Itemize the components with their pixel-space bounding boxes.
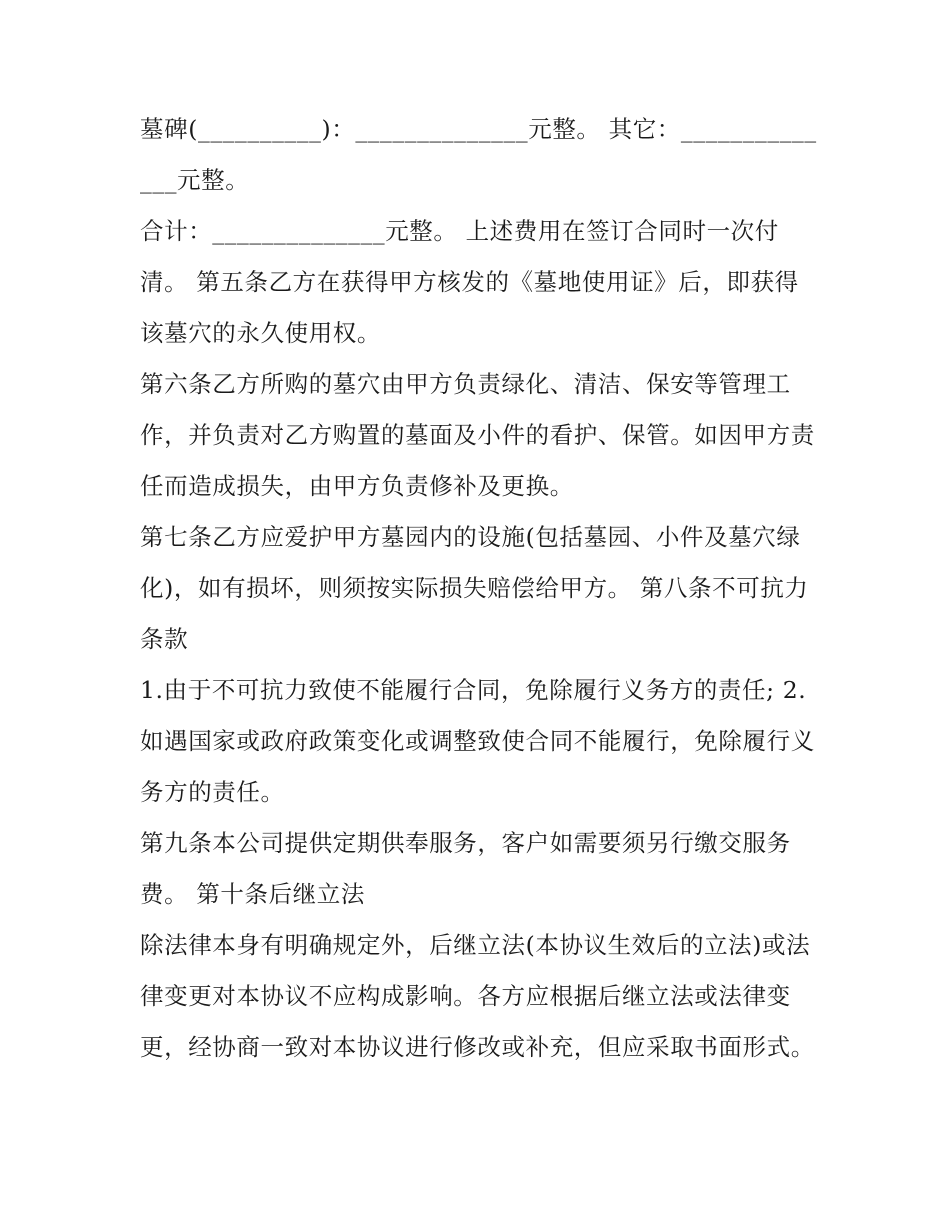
paragraph-subsequent-legislation: 除法律本身有明确规定外，后继立法(本协议生效后的立法)或法律变更对本协议不应构成影响。各方应根据后继立法或法律变更，经协商一致对本协议进行修改或补充，但应采取书面形式。 [140,931,815,1061]
paragraph-article-9-10: 第九条本公司提供定期供奉服务，客户如需要须另行缴交服务费。 第十条后继立法 [140,829,791,908]
paragraph-force-majeure-items: 1.由于不可抗力致使不能履行合同，免除履行义务方的责任; 2.如遇国家或政府政策变化或调整致使合同不能履行，免除履行义务方的责任。 [140,676,815,806]
document-body [140,104,820,1073]
paragraph-tombstone-fees: 墓碑(__________)：______________元整。 其它：______________元整。 [140,115,817,194]
paragraph-article-7-8: 第七条乙方应爱护甲方墓园内的设施(包括墓园、小件及墓穴绿化)，如有损坏，则须按实际损失赔偿给甲方。 第八条不可抗力条款 [140,523,809,653]
paragraph-total-and-article-5: 合计：______________元整。 上述费用在签订合同时一次付清。 第五条乙方在获得甲方核发的《墓地使用证》后，即获得该墓穴的永久使用权。 [140,217,799,347]
paragraph-article-6: 第六条乙方所购的墓穴由甲方负责绿化、清洁、保安等管理工作，并负责对乙方购置的墓面及小件的看护、保管。如因甲方责任而造成损失，由甲方负责修补及更换。 [140,370,815,500]
